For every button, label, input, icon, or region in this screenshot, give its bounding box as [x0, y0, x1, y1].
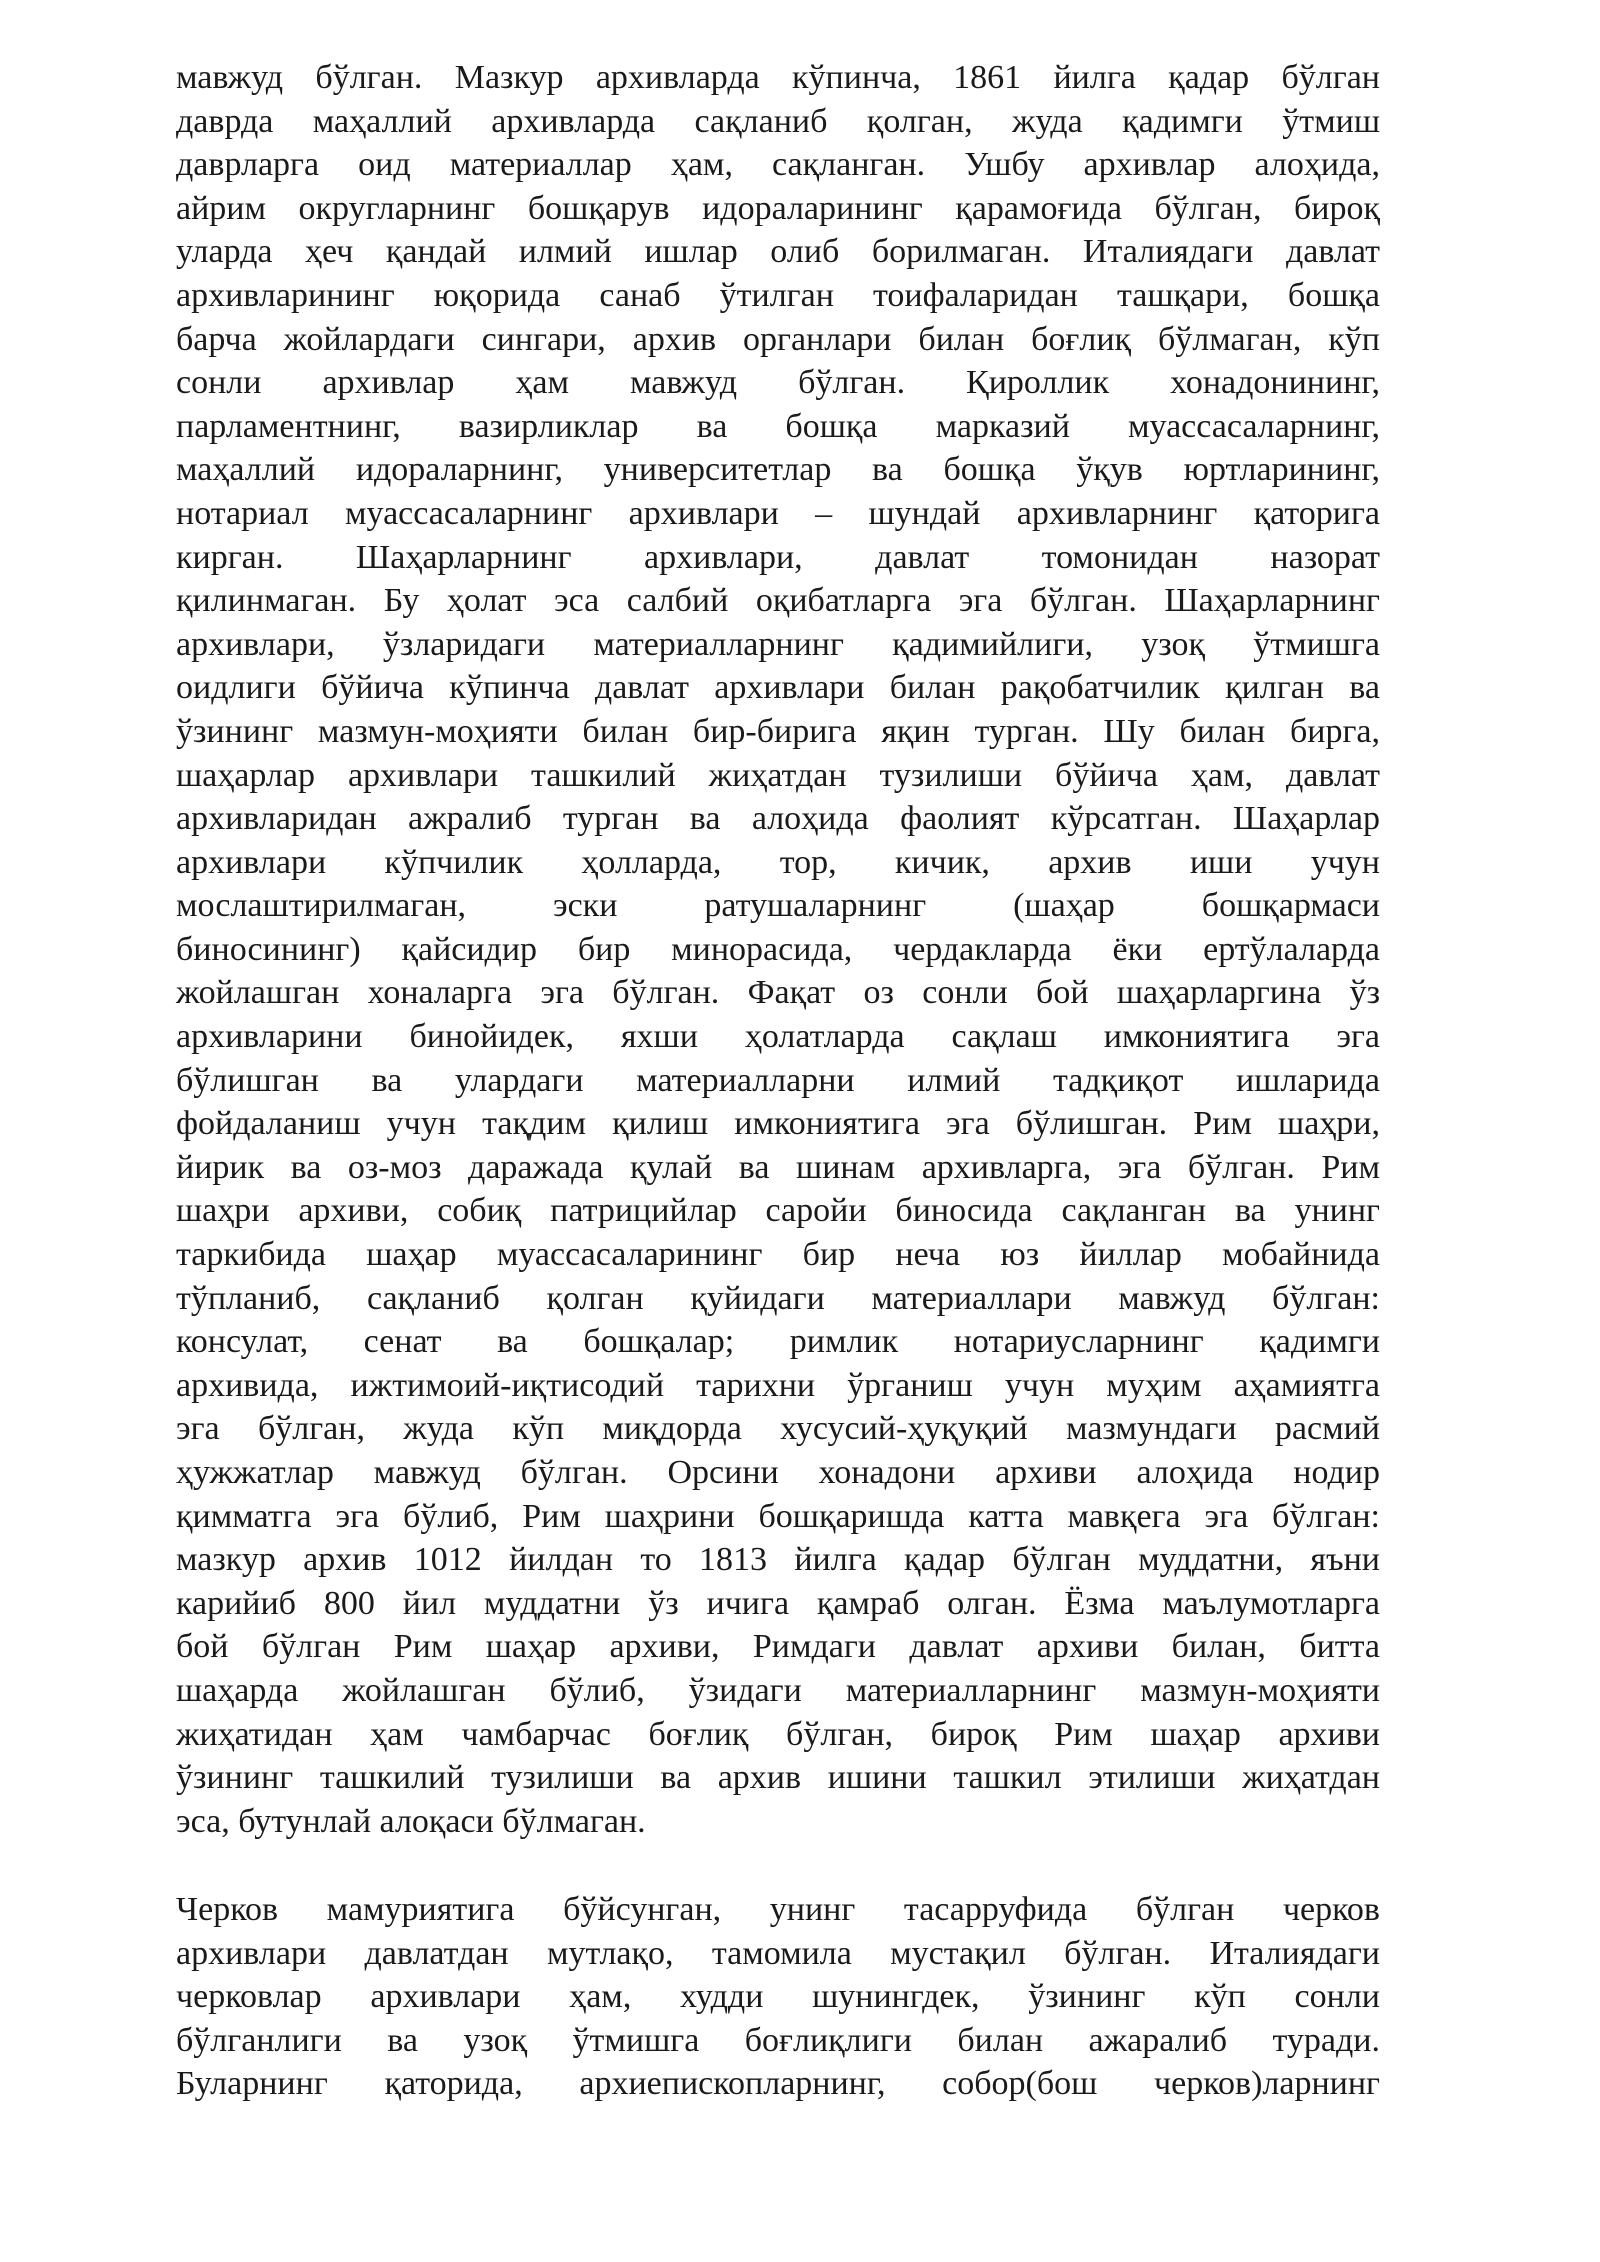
paragraph-2: [176, 1888, 1380, 2106]
text-line: бўлишган ва улардаги материалларни илмий тадқиқот ишларида: [176, 1061, 1380, 1099]
text-line: сонли архивлар ҳам мавжуд бўлган. Қироллик хонадонининг,: [176, 364, 1380, 402]
text-line: Буларнинг қаторида, архиепископларнинг, собор(бош черков)ларнинг: [176, 2065, 1380, 2103]
text-line: шаҳарлар архивлари ташкилий жиҳатдан тузилиши бўйича ҳам, давлат: [176, 756, 1380, 794]
text-line: оидлиги бўйича кўпинча давлат архивлари билан рақобатчилик қилган ва: [176, 669, 1380, 707]
text-line: мослаштирилмаган, эски ратушаларнинг (шаҳар бошқармаси: [176, 887, 1380, 925]
text-line: ўзининг ташкилий тузилиши ва архив ишини ташкил этилиши жиҳатдан: [176, 1759, 1380, 1797]
text-line: биносининг) қайсидир бир минорасида, чердакларда ёки ертўлаларда: [176, 930, 1380, 968]
text-line: қилинмаган. Бу ҳолат эса салбий оқибатларга эга бўлган. Шаҳарларнинг: [176, 582, 1380, 620]
text-line: архивларининг юқорида санаб ўтилган тоифаларидан ташқари, бошқа: [176, 276, 1380, 314]
text-line: фойдаланиш учун тақдим қилиш имкониятига эга бўлишган. Рим шаҳри,: [176, 1105, 1380, 1143]
text-line: архивлари, ўзларидаги материалларнинг қадимийлиги, узоқ ўтмишга: [176, 625, 1380, 663]
text-line: архивида, ижтимоий-иқтисодий тарихни ўрганиш учун муҳим аҳамиятга: [176, 1366, 1380, 1404]
text-line: ҳужжатлар мавжуд бўлган. Орсини хонадони архиви алоҳида нодир: [176, 1454, 1380, 1491]
text-line: эса, бутунлай алоқаси бўлмаган.: [176, 1802, 646, 1840]
text-line: барча жойлардаги сингари, архив органлари билан боғлиқ бўлмаган, кўп: [176, 320, 1380, 358]
text-line: кирган. Шаҳарларнинг архивлари, давлат томонидан назорат: [176, 538, 1380, 576]
text-line: архивларидан ажралиб турган ва алоҳида фаолият кўрсатган. Шаҳарлар: [176, 800, 1380, 838]
text-line: архивларини бинойидек, яхши ҳолатларда сақлаш имкониятига эга: [176, 1018, 1380, 1056]
text-line: таркибида шаҳар муассасаларининг бир неча юз йиллар мобайнида: [176, 1236, 1380, 1274]
text-line: шаҳарда жойлашган бўлиб, ўзидаги материалларнинг мазмун-моҳияти: [176, 1671, 1380, 1709]
text-line: консулат, сенат ва бошқалар; римлик нотариусларнинг қадимги: [176, 1323, 1380, 1361]
text-line: архивлари давлатдан мутлақо, тамомила мустақил бўлган. Италиядаги: [176, 1934, 1380, 1972]
text-line: карийиб 800 йил муддатни ўз ичига қамраб олган. Ёзма маълумотларга: [176, 1584, 1380, 1622]
text-line: нотариал муассасаларнинг архивлари – шундай архивларнинг қаторига: [176, 494, 1380, 532]
text-line: бой бўлган Рим шаҳар архиви, Римдаги давлат архиви билан, битта: [176, 1628, 1380, 1666]
text-line: мавжуд бўлган. Мазкур архивларда кўпинча, 1861 йилга қадар бўлган: [176, 59, 1380, 96]
text-line: даврларга оид материаллар ҳам, сақланган. Ушбу архивлар алоҳида,: [176, 146, 1380, 184]
text-line: эга бўлган, жуда кўп миқдорда хусусий-ҳуқуқий мазмундаги расмий: [176, 1410, 1380, 1448]
text-line: шаҳри архиви, собиқ патрицийлар саройи биносида сақланган ва унинг: [176, 1192, 1380, 1230]
text-line: қимматга эга бўлиб, Рим шаҳрини бошқаришда катта мавқега эга бўлган:: [176, 1497, 1380, 1535]
text-line: ўзининг мазмун-моҳияти билан бир-бирига яқин турган. Шу билан бирга,: [176, 712, 1380, 750]
text-line: жиҳатидан ҳам чамбарчас боғлиқ бўлган, бироқ Рим шаҳар архиви: [176, 1715, 1380, 1753]
text-line: жойлашган хоналарга эга бўлган. Фақат оз сонли бой шаҳарларгина ўз: [176, 974, 1380, 1012]
text-line: мазкур архив 1012 йилдан то 1813 йилга қадар бўлган муддатни, яъни: [176, 1541, 1380, 1579]
text-line: уларда ҳеч қандай илмий ишлар олиб борилмаган. Италиядаги давлат: [176, 233, 1380, 271]
text-line: маҳаллий идораларнинг, университетлар ва бошқа ўқув юртларининг,: [176, 451, 1380, 489]
text-line: бўлганлиги ва узоқ ўтмишга боғлиқлиги билан ажаралиб туради.: [176, 2021, 1380, 2059]
text-line: архивлари кўпчилик ҳолларда, тор, кичик, архив иши учун: [176, 843, 1380, 881]
paragraph-1: [176, 56, 1380, 1843]
text-line: черковлар архивлари ҳам, худди шунингдек, ўзининг кўп сонли: [176, 1978, 1380, 2016]
text-line: Черков мамуриятига бўйсунган, унинг тасарруфида бўлган черков: [176, 1891, 1380, 1928]
text-line: парламентнинг, вазирликлар ва бошқа марказий муассасаларнинг,: [176, 407, 1380, 445]
text-line: йирик ва оз-моз даражада қулай ва шинам архивларга, эга бўлган. Рим: [176, 1148, 1380, 1186]
text-line: айрим округларнинг бошқарув идораларининг қарамоғида бўлган, бироқ: [176, 189, 1380, 227]
text-line: тўпланиб, сақланиб қолган қуйидаги материаллари мавжуд бўлган:: [176, 1279, 1380, 1317]
text-line: даврда маҳаллий архивларда сақланиб қолган, жуда қадимги ўтмиш: [176, 102, 1380, 140]
